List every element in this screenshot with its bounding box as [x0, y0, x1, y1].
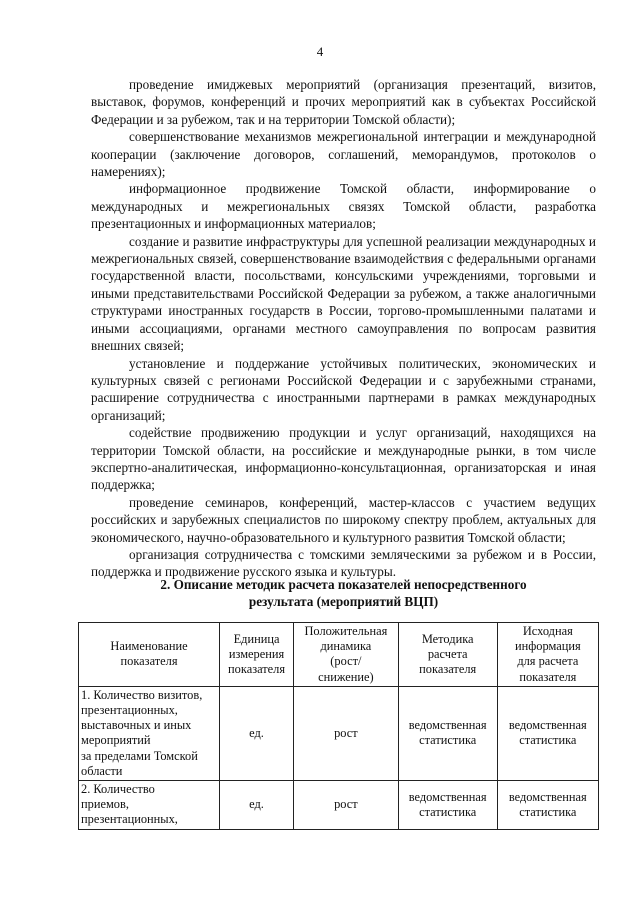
- row-1-unit: ед.: [220, 686, 294, 780]
- section-title: [91, 576, 596, 610]
- header-name: Наименование показателя: [79, 623, 220, 687]
- table-row: [79, 686, 599, 780]
- row-2-method: ведомственная статистика: [398, 781, 497, 830]
- paragraph-cooperation: организация сотрудничества с томскими земляческими за рубежом и в России, поддержка и продвижение русского языка и культуры.: [91, 546, 596, 580]
- page-number: 4: [316, 44, 324, 59]
- paragraph-promotion: содействие продвижению продукции и услуг организаций, находящихся на территории Томской области, на российские и международные рынки, в том числе экспертно-аналитическая, информационно-консультационная, организаторская и иная поддержка;: [91, 425, 596, 493]
- paragraph-seminars: проведение семинаров, конференций, мастер-классов с участием ведущих российских и зарубежных специалистов по широкому спектру проблем, актуальных для экономического, научно-образовательного и культурного развития Томской области;: [91, 494, 596, 545]
- paragraph-infrastructure: создание и развитие инфраструктуры для успешной реализации международных и межрегиональных связей, совершенствование взаимодействия с федеральными органами государственной власти, посольствами, консульскими учреждениями, торговыми и иными представительствами Российской Федерации за рубежом, а также аналогичными структурами иностранных государств в России, торгово-промышленными палатами и иными ассоциациями, органами местного самоуправления по вопросам развития внешних связей;: [91, 233, 596, 354]
- row-2-source: ведомственная статистика: [497, 781, 598, 830]
- header-method: Методика расчета показателя: [398, 623, 497, 687]
- metrics-table: [78, 622, 599, 830]
- table-row: [79, 781, 599, 830]
- row-2-dynamics: рост: [294, 781, 399, 830]
- paragraph-information: информационное продвижение Томской области, информирование о международных и межрегиональных связях Томской области, разработка презентационных и информационных материалов;: [91, 181, 596, 232]
- section-title-line-2: результата (мероприятий ВЦП): [248, 594, 439, 609]
- paragraph-integration: совершенствование механизмов межрегиональной интеграции и международной кооперации (заключение договоров, соглашений, меморандумов, протоколов о намерениях);: [91, 129, 596, 180]
- body-text: [91, 76, 596, 581]
- row-1-source: ведомственная статистика: [497, 686, 598, 780]
- header-unit: Единица измерения показателя: [220, 623, 294, 687]
- row-1-name: 1. Количество визитов, презентационных, выставочных и иных мероприятий за пределами Томской области: [79, 686, 220, 780]
- row-2-unit: ед.: [220, 781, 294, 830]
- paragraph-relations: установление и поддержание устойчивых политических, экономических и культурных связей с регионами Российской Федерации и с зарубежными странами, расширение сотрудничества с иностранными партнерами в рамках международных организаций;: [91, 355, 596, 423]
- paragraph-image-events: проведение имиджевых мероприятий (организация презентаций, визитов, выставок, форумов, конференций и прочих мероприятий как в субъектах Российской Федерации и за рубежом, так и на территории Томской области);: [91, 77, 596, 127]
- row-1-method: ведомственная статистика: [398, 686, 497, 780]
- table-header-row: [79, 623, 599, 687]
- header-source: Исходная информация для расчета показателя: [497, 623, 598, 687]
- row-1-dynamics: рост: [294, 686, 399, 780]
- section-title-line-1: 2. Описание методик расчета показателей непосредственного: [160, 577, 527, 592]
- row-2-name: 2. Количество приемов, презентационных,: [79, 781, 220, 830]
- header-dynamics: Положительная динамика (рост/ снижение): [294, 623, 399, 687]
